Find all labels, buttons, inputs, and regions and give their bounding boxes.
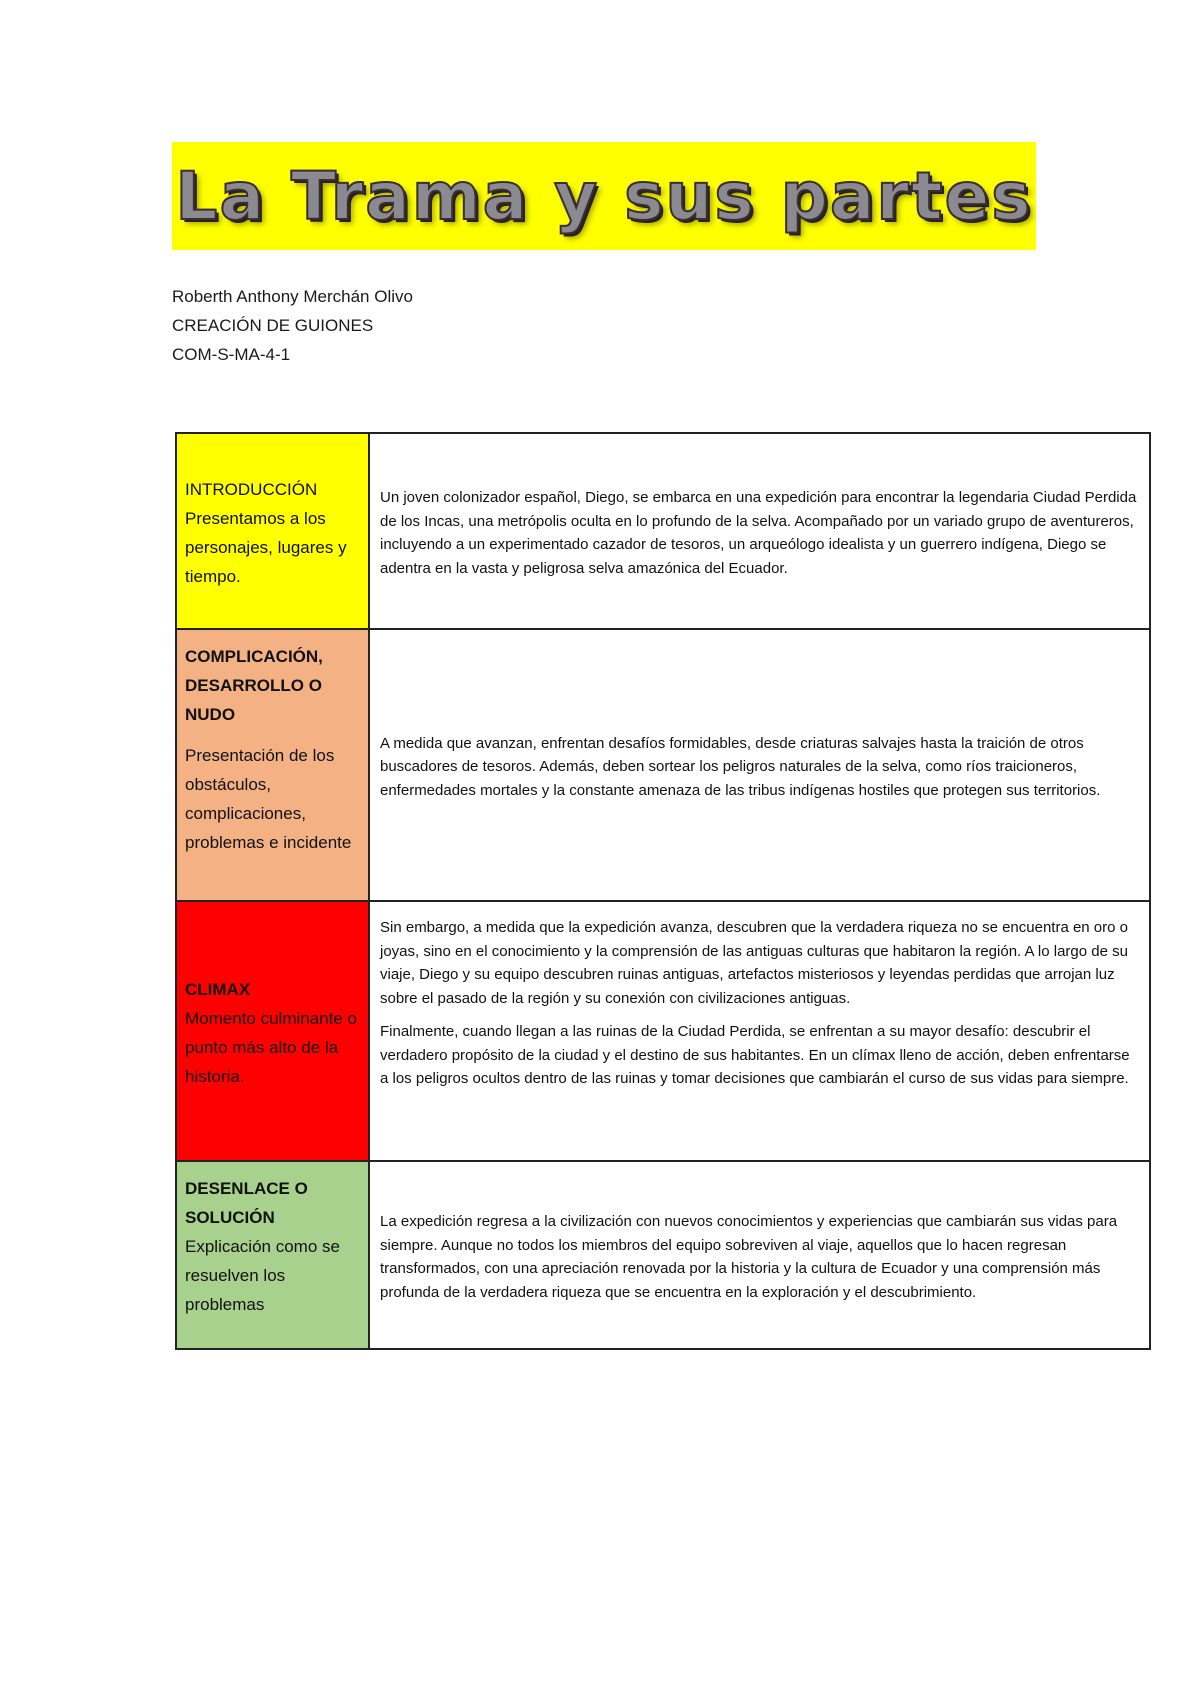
content-cell-complicacion: [369, 629, 1150, 901]
banner-title: La Trama y sus partes: [175, 157, 1033, 235]
row-description: Momento culminante o punto más alto de la historia.: [185, 1009, 357, 1086]
row-heading: COMPLICACIÓN, DESARROLLO O NUDO: [185, 647, 323, 724]
label-cell-desenlace: [176, 1161, 369, 1349]
course-name: CREACIÓN DE GUIONES: [172, 316, 374, 335]
row-heading: INTRODUCCIÓN: [185, 480, 318, 499]
content-cell-desenlace: [369, 1161, 1150, 1349]
author-name: Roberth Anthony Merchán Olivo: [172, 287, 413, 306]
table-row-introduccion: [176, 433, 1150, 629]
table-row-desenlace: [176, 1161, 1150, 1349]
course-code: COM-S-MA-4-1: [172, 345, 291, 364]
plot-structure-table: [175, 432, 1151, 1350]
row-paragraph: A medida que avanzan, enfrentan desafíos formidables, desde criaturas salvajes hasta la traición de otros buscadores de tesoros. Además, deben sortear los peligros naturales de la selva, como ríos traicioneros, enfermedades mortales y la constante amenaza de las tribus indígenas hostiles que protegen sus territorios.: [380, 734, 1101, 799]
table-row-complicacion: [176, 629, 1150, 901]
document-meta: [172, 282, 413, 369]
row-heading: CLIMAX: [185, 980, 251, 999]
content-cell-introduccion: [369, 433, 1150, 629]
title-banner: [172, 142, 1036, 250]
row-paragraph: Un joven colonizador español, Diego, se embarca en una expedición para encontrar la legendaria Ciudad Perdida de los Incas, una metrópolis oculta en lo profundo de la selva. Acompañado por un variado grupo de aventureros, incluyendo a un experimentado cazador de tesoros, un arqueólogo idealista y un guerrero indígena, Diego se adentra en la vasta y peligrosa selva amazónica del Ecuador.: [380, 489, 1137, 577]
row-paragraph: Finalmente, cuando llegan a las ruinas de la Ciudad Perdida, se enfrentan a su mayor desafío: descubrir el verdadero propósito de la ciudad y el destino de sus habitantes. En un clímax lleno de acción, deben enfrentarse a los peligros ocultos dentro de las ruinas y tomar decisiones que cambiarán el curso de sus vidas para siempre.: [380, 1023, 1130, 1087]
content-cell-climax: [369, 901, 1150, 1161]
label-cell-climax: [176, 901, 369, 1161]
label-cell-complicacion: [176, 629, 369, 901]
label-cell-introduccion: [176, 433, 369, 629]
row-description: Presentación de los obstáculos, complicaciones, problemas e incidente: [185, 746, 352, 852]
row-description: Presentamos a los personajes, lugares y tiempo.: [185, 509, 347, 586]
row-paragraph: La expedición regresa a la civilización con nuevos conocimientos y experiencias que cambiarán sus vidas para siempre. Aunque no todos los miembros del equipo sobreviven al viaje, aquellos que lo hacen regresan transformados, con una apreciación renovada por la historia y la cultura de Ecuador y una comprensión más profunda de la verdadera riqueza que se encuentra en la exploración y el descubrimiento.: [380, 1213, 1118, 1301]
row-description: Explicación como se resuelven los problemas: [185, 1237, 340, 1314]
row-paragraph: Sin embargo, a medida que la expedición avanza, descubren que la verdadera riqueza no se encuentra en oro o joyas, sino en el conocimiento y la comprensión de las antiguas culturas que habitaron la región. A lo largo de su viaje, Diego y su equipo descubren ruinas antiguas, artefactos misteriosos y leyendas perdidas que arrojan luz sobre el pasado de la región y su conexión con civilizaciones antiguas.: [380, 919, 1129, 1007]
row-heading: DESENLACE O SOLUCIÓN: [185, 1179, 308, 1227]
table-row-climax: [176, 901, 1150, 1161]
